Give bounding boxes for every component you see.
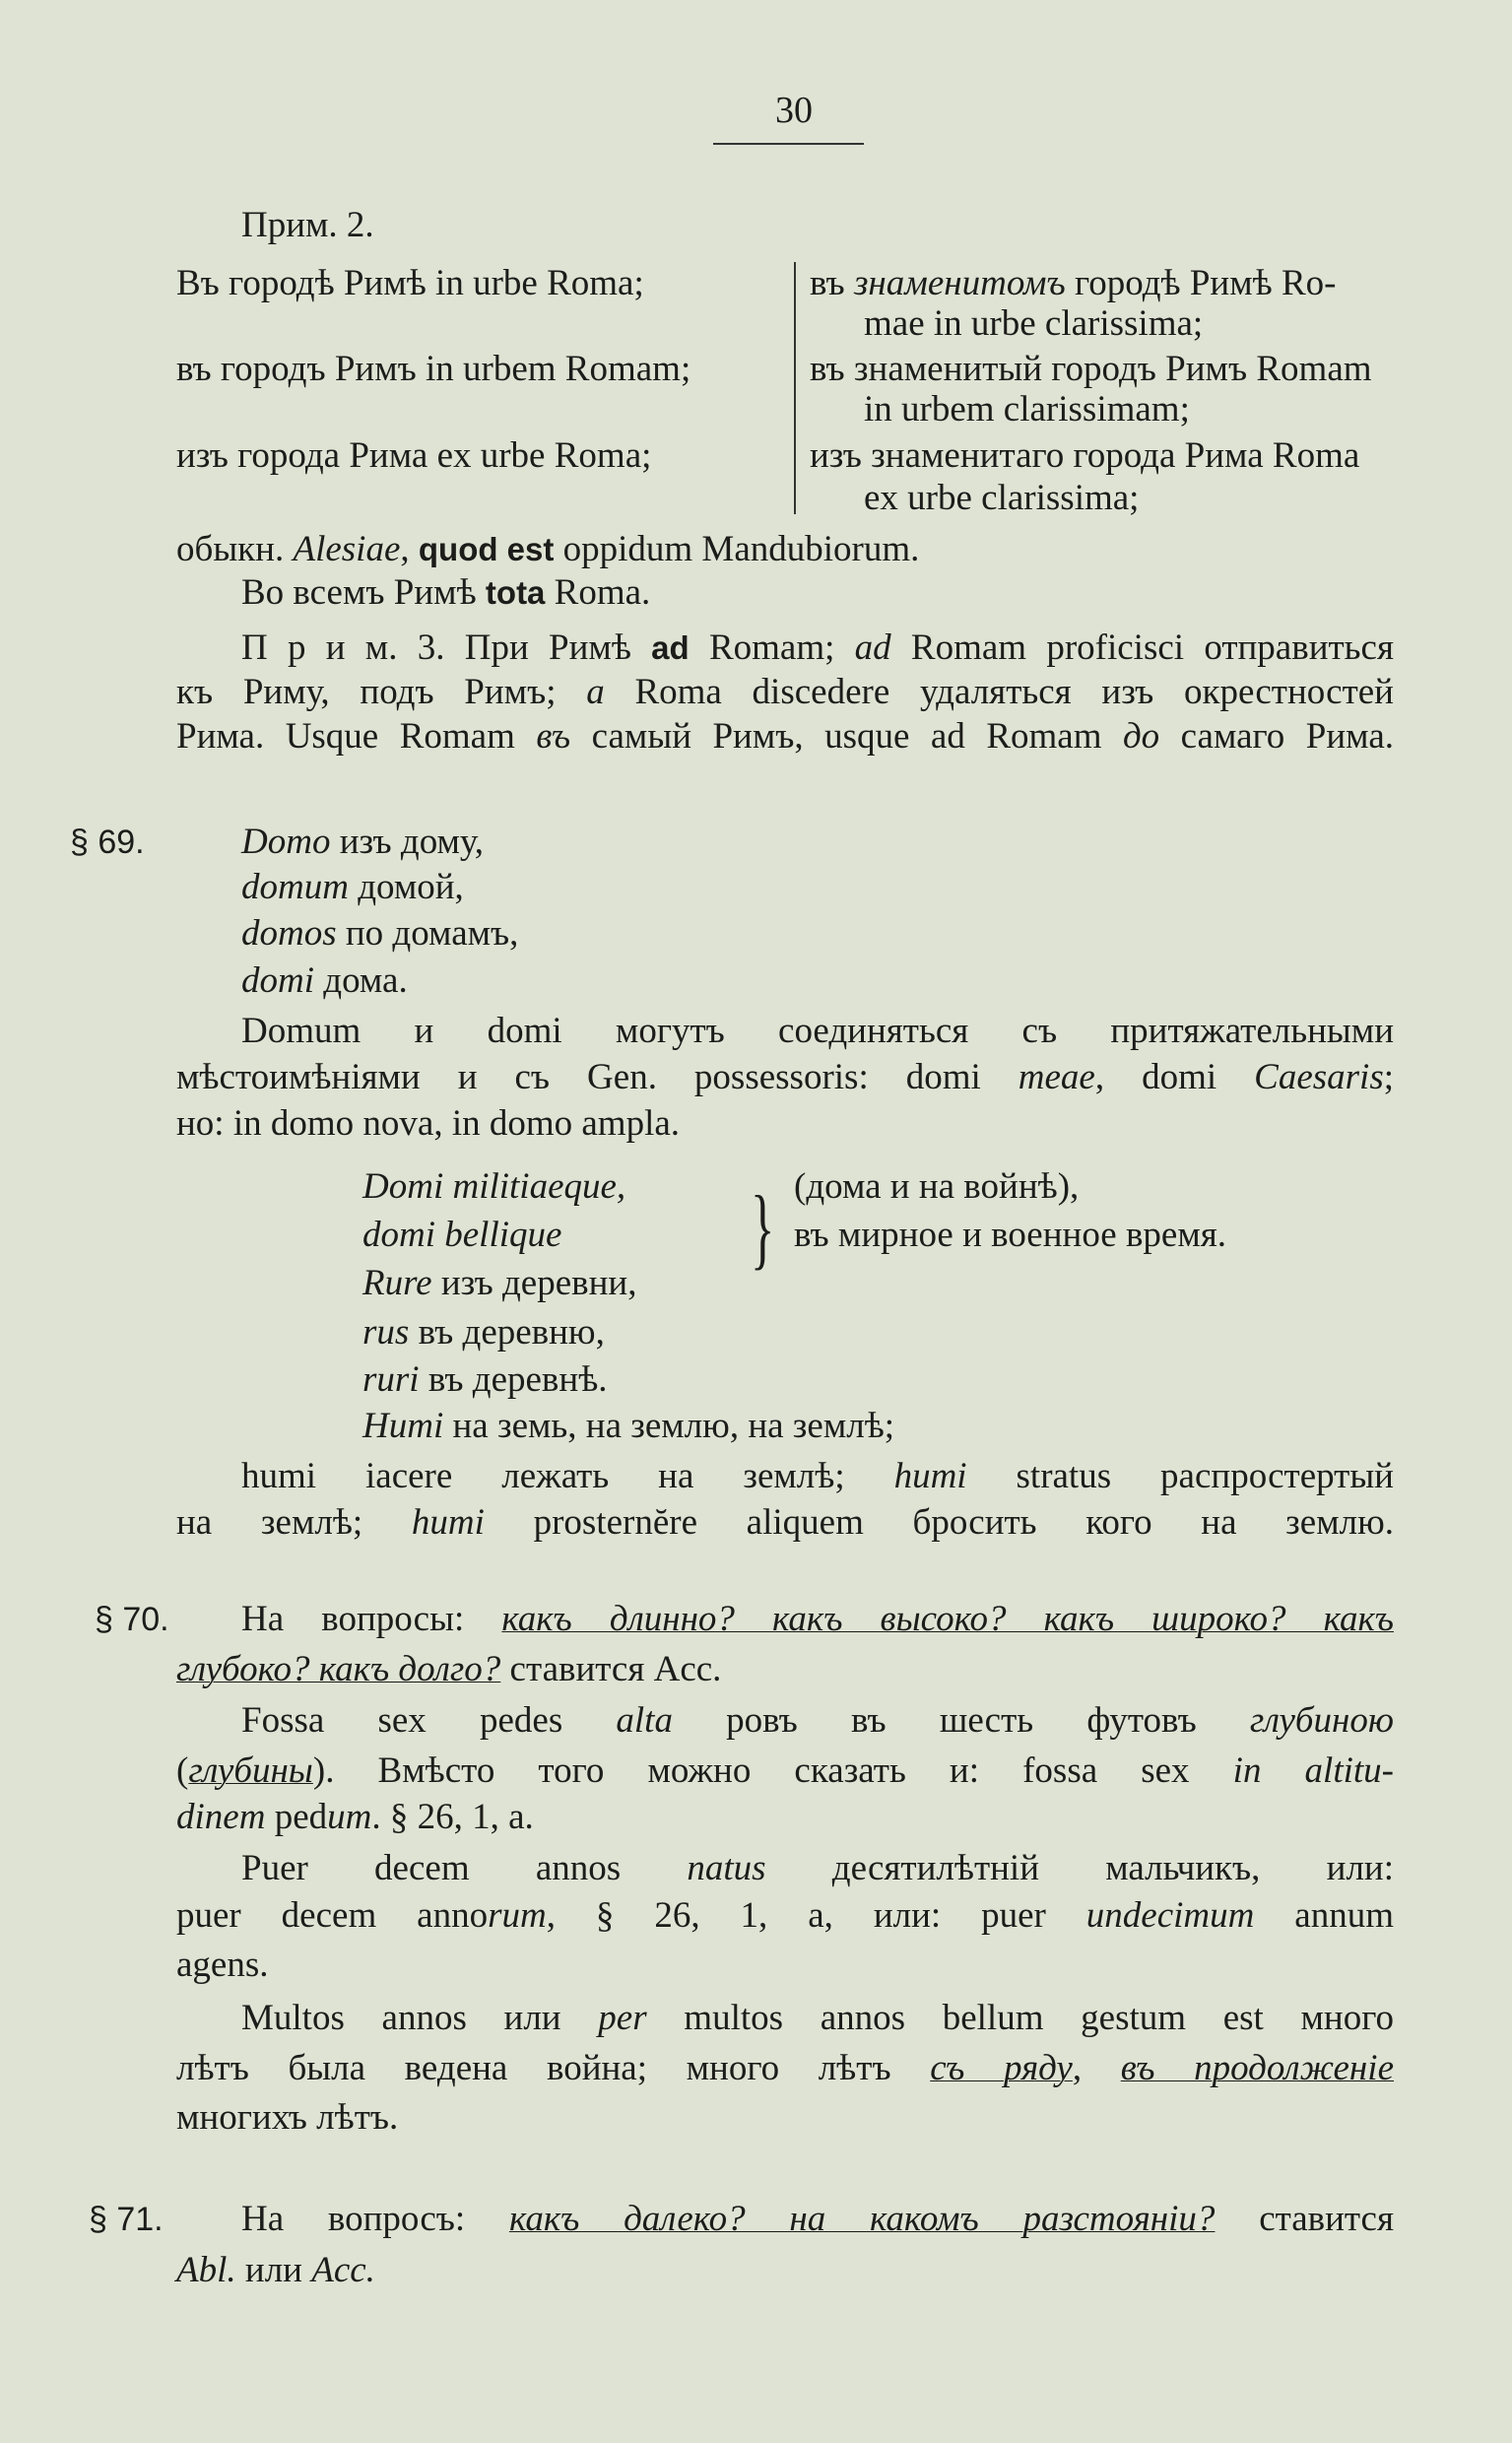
bold-text: tota [485, 574, 546, 611]
text-run: . § 26, 1, a. [371, 1797, 534, 1837]
text-line [794, 1165, 1079, 1209]
text-line [864, 477, 1139, 520]
text-run: на землѣ; [176, 1502, 412, 1543]
italic-text: in altitu- [1232, 1750, 1394, 1791]
italic-text: humi [893, 1456, 967, 1496]
text-line [241, 1997, 1394, 2040]
text-run: городѣ Римѣ Ro- [1065, 263, 1337, 303]
text-run: Въ городѣ Римѣ in urbe Roma; [176, 263, 644, 303]
text-line [176, 1750, 1394, 1793]
curly-brace: } [750, 1177, 775, 1278]
text-run: или [235, 2250, 312, 2290]
italic-text: Domi militiaeque, [362, 1166, 626, 1207]
text-run: multos annos bellum gestum est много [646, 1998, 1394, 2038]
text-run: Multos annos или [241, 1998, 599, 2038]
italic-text: съ ряду [930, 2048, 1073, 2088]
text-line [176, 671, 1394, 714]
text-run: въ мирное и военное время. [794, 1215, 1227, 1255]
text-run: мѣстоимѣніями и съ Gen. possessoris: domi [176, 1057, 1019, 1097]
italic-text: въ [536, 716, 571, 757]
text-run: mae in urbe clarissima; [864, 303, 1204, 344]
text-run: самый Римъ, usque ad Romam [570, 716, 1123, 757]
text-line [241, 2198, 1394, 2241]
text-run: изъ города Рима ex urbe Roma; [176, 435, 652, 476]
text-line [241, 627, 1394, 670]
text-line [176, 1501, 1394, 1545]
bold-text: ad [651, 629, 690, 666]
italic-text: до [1122, 716, 1160, 757]
text-run: Romam proficisci отправиться [890, 627, 1394, 668]
italic-text: глубиною [1249, 1700, 1394, 1741]
text-run: ( [176, 1750, 189, 1791]
text-line [176, 528, 919, 571]
text-run: , § 26, 1, a, или: puer [546, 1895, 1086, 1936]
italic-text: rum [488, 1895, 547, 1936]
text-run: , domi [1094, 1057, 1255, 1097]
text-run: На вопросы: [241, 1599, 502, 1639]
italic-text: Abl. [176, 2250, 236, 2290]
text-line [864, 388, 1190, 431]
text-run: Puer decem annos [241, 1848, 688, 1888]
italic-text: domos [241, 913, 337, 954]
text-line [794, 1214, 1226, 1257]
text-run: Roma. [545, 572, 651, 613]
text-run: въ городъ Римъ in urbem Romam; [176, 349, 691, 389]
text-line [241, 1699, 1394, 1743]
text-line [241, 1010, 1394, 1053]
text-line [362, 1358, 608, 1402]
text-line [362, 1214, 561, 1257]
text-run: stratus распростертый [966, 1456, 1394, 1496]
text-line [176, 715, 1394, 759]
text-line [362, 1262, 636, 1305]
text-run: изъ деревни, [431, 1263, 637, 1303]
italic-text: meae [1018, 1057, 1095, 1097]
italic-text: Domo [241, 822, 331, 862]
text-run: домой, [348, 867, 464, 907]
text-run: обыкн. [176, 529, 294, 569]
text-run: Domum и domi могутъ соединяться съ притяжательными [241, 1011, 1394, 1051]
italic-text: domi [241, 960, 314, 1001]
italic-text: глубоко? какъ долго? [176, 1649, 501, 1689]
bold-text: quod est [418, 531, 555, 567]
text-run: puer decem anno [176, 1895, 489, 1936]
text-line [241, 821, 484, 864]
text-line [176, 1056, 1394, 1099]
italic-text: natus [687, 1848, 766, 1888]
italic-text: Acc. [311, 2250, 375, 2290]
text-run: въ деревнѣ. [419, 1359, 608, 1400]
text-run: in urbem clarissimam; [864, 389, 1190, 429]
text-run: десятилѣтній мальчикъ, или: [765, 1848, 1394, 1888]
text-run: на земь, на землю, на землѣ; [443, 1406, 895, 1446]
text-line [176, 2096, 398, 2140]
italic-text: per [598, 1998, 647, 2038]
italic-text: rus [362, 1312, 410, 1353]
text-run: самаго Рима. [1159, 716, 1394, 757]
text-run: ped [265, 1797, 328, 1837]
text-run: ex urbe clarissima; [864, 478, 1140, 518]
text-line [810, 348, 1372, 391]
text-run: annum [1254, 1895, 1395, 1936]
text-run: , [1072, 2048, 1121, 2088]
italic-text: dinem [176, 1797, 266, 1837]
text-line [362, 1405, 894, 1448]
text-run: prosternĕre aliquem бросить кого на землю. [484, 1502, 1394, 1543]
page-number-rule [713, 143, 864, 145]
text-run: П р и м. 3. При Римѣ [241, 627, 652, 668]
text-line [241, 1847, 1394, 1890]
text-run: къ Риму, подъ Римъ; [176, 672, 587, 712]
italic-text: какъ далеко? на какомъ разстояніи? [508, 2199, 1216, 2239]
italic-text: Alesiae [293, 529, 401, 569]
italic-text: domi bellique [362, 1215, 562, 1255]
text-run: , [400, 529, 419, 569]
text-run: ; [1383, 1057, 1394, 1097]
page-number: 30 [775, 90, 813, 131]
text-line [864, 302, 1203, 346]
text-line [241, 204, 374, 247]
italic-text: Humi [362, 1406, 444, 1446]
text-run: (дома и на войнѣ), [794, 1166, 1080, 1207]
text-line [810, 262, 1337, 305]
italic-text: humi [411, 1502, 485, 1543]
italic-text: undecimum [1085, 1895, 1255, 1936]
text-run: но: in domo nova, in domo ampla. [176, 1103, 681, 1144]
italic-text: знаменитомъ [853, 263, 1066, 303]
table-column-divider [794, 262, 796, 514]
text-run: въ знаменитый городъ Римъ Romam [810, 349, 1372, 389]
italic-text: domum [241, 867, 349, 907]
text-run: лѣтъ была ведена война; много лѣтъ [176, 2048, 931, 2088]
text-line [241, 1455, 1394, 1498]
text-run: изъ знаменитаго города Рима Roma [810, 435, 1360, 476]
section-70-label: § 70. [95, 1601, 169, 1638]
text-line [176, 348, 690, 391]
text-run: agens. [176, 1945, 269, 1985]
text-run: ). Вмѣсто того можно сказать и: fossa sex [312, 1750, 1233, 1791]
text-line [362, 1165, 625, 1209]
text-line [176, 262, 644, 305]
italic-text: alta [616, 1700, 673, 1741]
text-line [241, 866, 464, 909]
text-run: многихъ лѣтъ. [176, 2097, 399, 2138]
text-run: въ деревню, [409, 1312, 605, 1353]
text-run: ставится [1215, 2199, 1394, 2239]
text-run: humi iacere лежать на землѣ; [241, 1456, 894, 1496]
text-run: Рима. Usque Romam [176, 716, 537, 757]
text-run: въ [810, 263, 854, 303]
text-run: ставится Acc. [500, 1649, 722, 1689]
italic-text: глубины [188, 1750, 313, 1791]
text-line [176, 2047, 1394, 2090]
text-line [241, 912, 518, 956]
text-run: На вопросъ: [241, 2199, 509, 2239]
text-run: Во всемъ Римѣ [241, 572, 486, 613]
text-line [810, 434, 1359, 478]
text-run: по домамъ, [336, 913, 519, 954]
italic-text: um [327, 1797, 372, 1837]
text-line [176, 1648, 721, 1691]
italic-text: ad [854, 627, 891, 668]
italic-text: a [586, 672, 605, 712]
text-run: oppidum Mandubiorum. [554, 529, 920, 569]
text-line [176, 1894, 1394, 1938]
text-line [176, 2249, 375, 2292]
text-line [241, 959, 408, 1003]
text-line [176, 1944, 269, 1987]
italic-text: въ продолженіе [1120, 2048, 1394, 2088]
text-run: Fossa sex pedes [241, 1700, 617, 1741]
italic-text: ruri [362, 1359, 420, 1400]
text-line [241, 1598, 1394, 1641]
italic-text: какъ длинно? какъ высоко? какъ широко? какъ [501, 1599, 1394, 1639]
text-line [176, 1796, 534, 1839]
italic-text: Caesaris [1254, 1057, 1384, 1097]
text-run: Roma discedere удаляться изъ окрестностей [604, 672, 1394, 712]
text-run: Прим. 2. [241, 205, 374, 245]
section-69-label: § 69. [70, 824, 145, 861]
text-line [241, 571, 650, 615]
text-run: Romam; [689, 627, 855, 668]
italic-text: Rure [362, 1263, 432, 1303]
text-line [176, 434, 651, 478]
section-71-label: § 71. [89, 2201, 164, 2238]
text-run: дома. [314, 960, 408, 1001]
text-line [362, 1311, 605, 1354]
text-line [176, 1102, 680, 1146]
text-run: ровъ въ шесть футовъ [672, 1700, 1250, 1741]
text-run: изъ дому, [330, 822, 484, 862]
